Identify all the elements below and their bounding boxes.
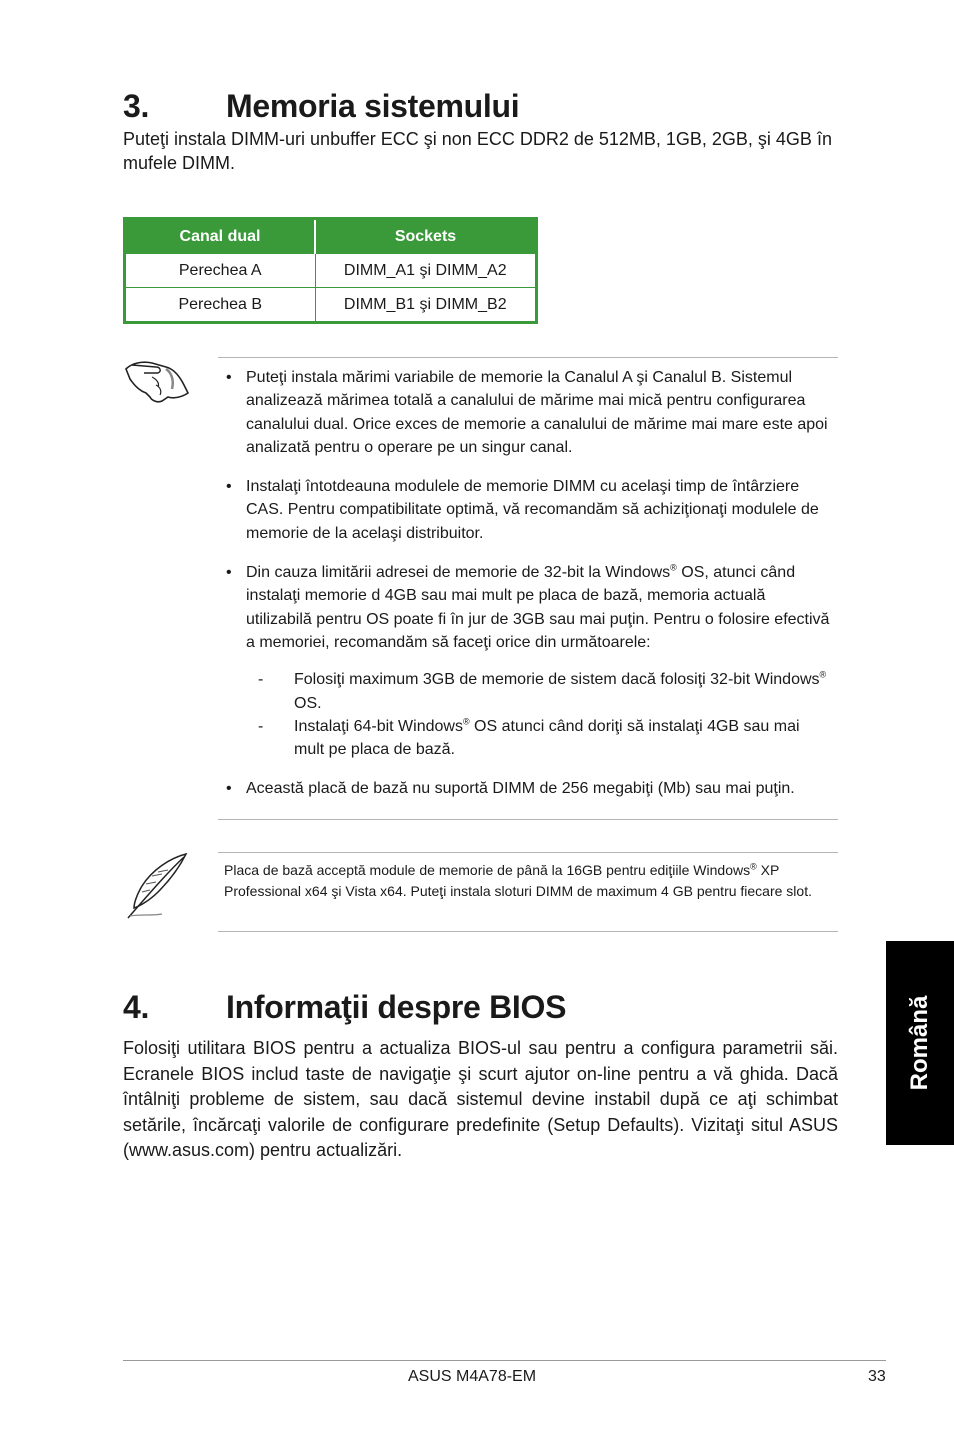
table-cell: DIMM_B1 şi DIMM_B2 [315,288,537,323]
table-header-cell: Canal dual [125,219,316,254]
section-4-title: Informaţii despre BIOS [226,989,567,1025]
note-bottom-rule [218,819,838,820]
table-row [125,288,537,323]
registered-mark: ® [819,669,827,680]
tip-text-part: Placa de bază acceptă module de memorie de până la 16GB pentru ediţiile Windows [224,862,751,878]
bullet-symbol: • [226,780,232,798]
section-3-heading [123,87,519,125]
sub-item-text: Folosiţi maximum 3GB de memorie de sistem dacă folosiţi 32-bit Windows [294,671,820,689]
registered-mark: ® [750,861,757,872]
list-item [226,561,832,654]
bullet-text: Din cauza limitării adresei de memorie de 32-bit la Windows [246,564,671,582]
footer-rule [123,1360,886,1361]
footer-page-number: 33 [868,1368,886,1385]
feather-quill-icon [122,852,190,925]
hand-pointer-icon [122,355,190,410]
list-item [226,475,832,545]
bullet-symbol: • [226,564,232,582]
table-header-row [125,219,537,254]
note-top-rule [218,357,838,358]
section-3-intro: Puteţi instala DIMM-uri unbuffer ECC şi non ECC DDR2 de 512MB, 1GB, 2GB, şi 4GB în mufele DIMM. [123,129,832,173]
language-label: Română [906,995,933,1091]
dash-symbol: - [258,717,264,735]
list-item [226,366,832,459]
tip-bottom-rule [218,931,838,932]
tip-top-rule [218,852,838,853]
bullet-text: OS, atunci când instalaţi memorie d 4GB sau mai mult pe placa de bază, memoria actuală utilizabilă pentru OS poate fi în jur de 3GB sau mai puţin. Pentru o folosire efectivă a memoriei, recomandăm să faceţi orice din următoarele: [246,564,830,651]
table-cell: Perechea A [125,254,316,288]
section-3-number: 3. [123,88,150,124]
list-item [246,715,832,762]
bullet-symbol: • [226,478,232,496]
registered-mark: ® [462,716,470,727]
dimm-socket-table [123,217,538,324]
tip-text-part: XP Professional x64 şi Vista x64. Puteţi instala sloturi DIMM de maximum 4 GB pentru fiecare slot. [224,862,812,899]
section-4-number: 4. [123,989,150,1025]
section-4-heading [123,988,566,1026]
table-cell: DIMM_A1 şi DIMM_A2 [315,254,537,288]
registered-mark: ® [670,562,677,573]
language-side-tab [886,941,954,1145]
table-row [125,254,537,288]
sub-item-text: OS atunci când doriţi să instalaţi 4GB sau mai mult pe placa de bază. [294,717,800,759]
note-box [226,366,832,817]
bullet-symbol: • [226,369,232,386]
bullet-text: Puteţi instala mărimi variabile de memorie la Canalul A şi Canalul B. Sistemul analizează mărimea totală a canalului de mărime mai mică pentru configurarea canalului dual. Orice exces de memorie a canalului de mărime mai mare este apoi analizată pentru o operare pe un singur canal. [246,369,828,456]
table-cell: Perechea B [125,288,316,323]
list-item [246,668,832,715]
table-header-cell: Sockets [315,219,537,254]
tip-text [224,860,834,902]
bullet-text: Această placă de bază nu suportă DIMM de 256 megabiţi (Mb) sau mai puţin. [246,780,795,798]
bullet-text: Instalaţi întotdeauna modulele de memorie DIMM cu acelaşi timp de întârziere CAS. Pentru compatibilitate optimă, vă recomandăm să achiziţionaţi modulele de memorie de la acelaşi distribuitor. [246,478,819,542]
dash-symbol: - [258,671,264,689]
list-item [226,777,832,800]
sub-item-text: Instalaţi 64-bit Windows [294,717,463,735]
sub-list [246,668,832,761]
sub-item-text: OS. [294,694,322,712]
footer-product: ASUS M4A78-EM [408,1368,537,1385]
section-3-title: Memoria sistemului [226,88,520,124]
section-4-body: Folosiţi utilitara BIOS pentru a actualiza BIOS-ul sau pentru a configura parametrii săi. Ecranele BIOS includ taste de navigaţie şi scurt ajutor on-line pentru a vă ghida. Dacă întâlniţi probleme de sistem, sau dacă sistemul devine instabil după ce aţi schimbat setările, încărcaţi valorile de configurare predefinite (Setup Defaults). Vizitaţi situl ASUS (www.asus.com) pentru actualizări. [123,1038,838,1160]
